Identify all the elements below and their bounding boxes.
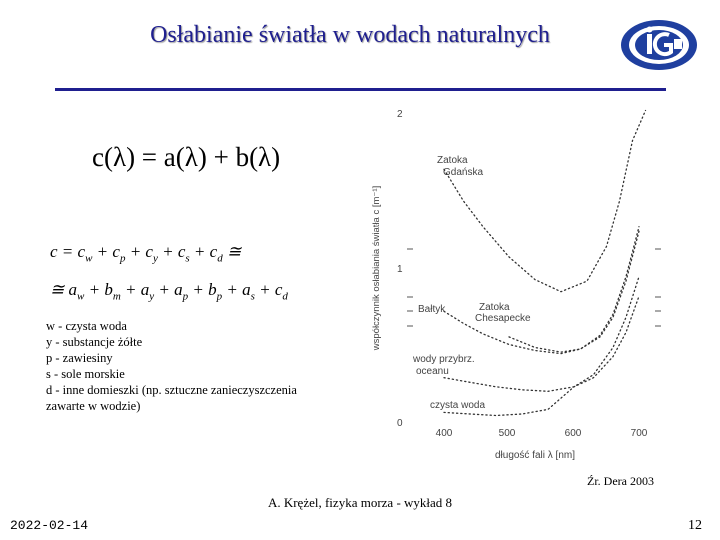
source-note: Źr. Dera 2003 xyxy=(587,474,654,488)
y-tick-label: 1 xyxy=(397,264,403,275)
legend-line: w - czysta woda xyxy=(46,319,127,333)
plot-area xyxy=(444,111,646,416)
x-tick-label: 400 xyxy=(435,428,453,439)
y-tick-label: 2 xyxy=(397,109,403,120)
legend-line: p - zawiesiny xyxy=(46,351,113,365)
series-line xyxy=(444,111,646,292)
y-axis-label: współczynnik osłabiania światła c [m⁻¹] xyxy=(371,185,382,351)
page-number: 12 xyxy=(688,518,702,533)
x-axis-label: długość fali λ [nm] xyxy=(494,450,576,461)
series-label-line: Zatoka xyxy=(479,302,510,313)
legend-line: s - sole morskie xyxy=(46,367,125,381)
slide-date: 2022-02-14 xyxy=(10,518,89,533)
x-tick-label: 600 xyxy=(564,428,582,439)
series-label-line: Zatoka xyxy=(437,155,468,166)
title-divider xyxy=(55,88,666,91)
series-label-zatoka-gdanska xyxy=(437,155,483,178)
series-label-wody-przybrz xyxy=(412,354,475,377)
equation-extinction-components: $c = c_w + c_p + c_y + c_s + c_d$ ≅ xyxy=(50,242,242,265)
institute-logo xyxy=(619,16,703,74)
series-label-zatoka-chesapecke xyxy=(475,302,531,324)
series-label-czysta-woda: czysta woda xyxy=(430,400,486,411)
legend-line: d - inne domieszki (np. sztuczne zanieczyszczenia xyxy=(46,383,297,397)
series-line xyxy=(444,277,639,392)
extinction-chart xyxy=(355,98,675,468)
slide-title: Osłabianie światła w wodach naturalnych xyxy=(150,22,550,48)
legend-line: y - substancje żółte xyxy=(46,335,143,349)
series-line xyxy=(444,231,639,353)
series-label-baltyk: Bałtyk xyxy=(418,304,446,315)
series-label-line: oceanu xyxy=(416,366,449,377)
footer-author: A. Krężel, fizyka morza - wykład 8 xyxy=(267,495,453,510)
y-tick-label: 0 xyxy=(397,418,403,429)
series-line xyxy=(509,227,639,352)
equation-absorption-scattering: ≅ $a_w + b_m + a_y + a_p + b_p + a_s + c_d$ xyxy=(50,280,288,303)
main-equation: c(λ) = a(λ) + b(λ) xyxy=(92,142,281,172)
symbol-legend xyxy=(46,318,297,414)
series-label-line: Gdańska xyxy=(443,167,484,178)
series-label-line: Chesapecke xyxy=(475,313,531,324)
legend-line: zawarte w wodzie) xyxy=(46,399,141,413)
x-tick-label: 500 xyxy=(498,428,516,439)
x-tick-label: 700 xyxy=(630,428,648,439)
series-label-line: wody przybrz. xyxy=(413,354,475,365)
